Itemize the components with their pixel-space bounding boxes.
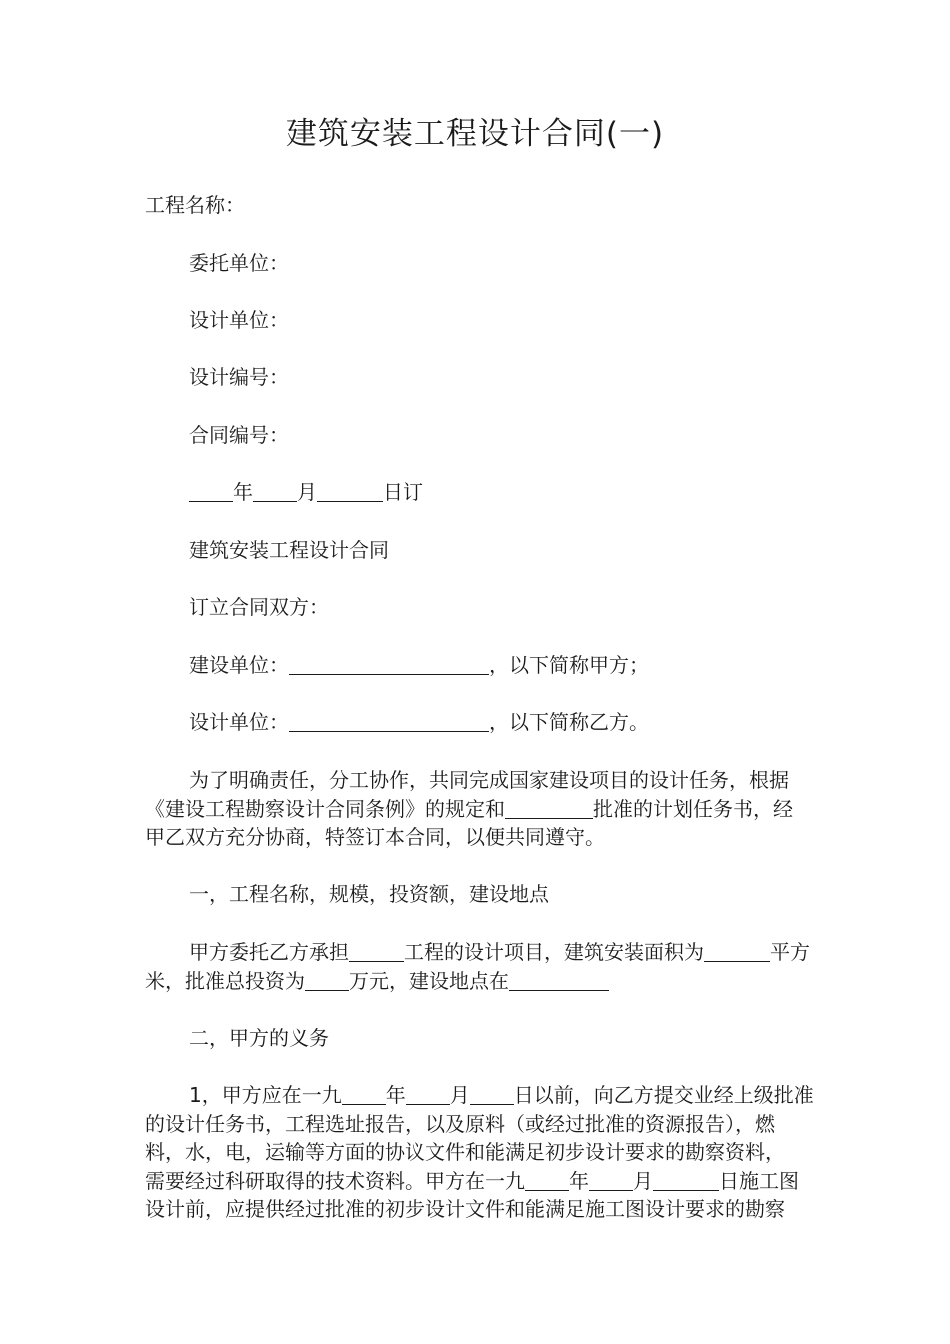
designer-label: 设计单位：: [189, 308, 289, 332]
document-title: 建筑安装工程设计合同(一): [285, 116, 665, 152]
party-b-line: [189, 708, 649, 736]
month-blank: [253, 479, 297, 502]
section-1-line: [145, 938, 875, 967]
clause-1-text: 日以前，向乙方提交业经上级批准: [513, 1083, 814, 1107]
party-b-label: 设计单位：: [189, 710, 289, 734]
day-unit: 日订: [383, 480, 423, 504]
clause-1-paragraph: [145, 1081, 875, 1224]
clause-1-text: 年: [385, 1083, 406, 1107]
party-a-label: 建设单位：: [189, 653, 289, 677]
section-1-paragraph: [145, 938, 875, 995]
section-1-text: 工程的设计项目，建筑安装面积为: [404, 940, 704, 964]
clause-1-text: 1，甲方应在一九: [189, 1083, 342, 1107]
party-b-blank: [289, 709, 489, 732]
intro-line: 甲乙双方充分协商，特签订本合同，以便共同遵守。: [145, 825, 605, 849]
section-1-line: [145, 967, 875, 996]
party-a-line: [189, 651, 649, 679]
signing-date-line: [189, 478, 423, 506]
intro-text: 《建设工程勘察设计合同条例》的规定和: [145, 796, 505, 821]
section-1-text: 米，批准总投资为: [145, 968, 305, 993]
design-number-label: 设计编号：: [189, 365, 289, 389]
party-b-suffix: ，以下简称乙方。: [489, 710, 649, 734]
clause-month-blank: [589, 1168, 633, 1191]
clause-1-text: 年: [569, 1168, 589, 1193]
section-1-text: 万元，建设地点在: [349, 968, 509, 993]
party-a-suffix: ，以下简称甲方；: [489, 653, 649, 677]
location-blank: [509, 968, 609, 991]
project-name-label: 工程名称：: [145, 193, 245, 217]
section-1-text: 甲方委托乙方承担: [189, 940, 349, 964]
party-a-blank: [289, 652, 489, 675]
clause-1-line: 料，水，电，运输等方面的协议文件和能满足初步设计要求的勘察资料，: [145, 1140, 785, 1164]
month-unit: 月: [297, 480, 317, 504]
clause-day-blank: [653, 1168, 719, 1191]
section-1-text: 平方: [770, 940, 810, 964]
investment-blank: [305, 968, 349, 991]
clause-1-text: 月: [449, 1083, 470, 1107]
clause-1-line: 设计前，应提供经过批准的初步设计文件和能满足施工图设计要求的勘察: [145, 1197, 785, 1221]
section-2-heading: 二，甲方的义务: [189, 1026, 329, 1050]
clause-1-line: 的设计任务书，工程选址报告，以及原料（或经过批准的资源报告），燃: [145, 1111, 775, 1136]
area-blank: [704, 939, 770, 962]
clause-year-blank: [342, 1082, 386, 1105]
approval-authority-blank: [505, 796, 593, 819]
intro-line: 为了明确责任，分工协作，共同完成国家建设项目的设计任务，根据: [189, 768, 789, 792]
contract-number-label: 合同编号：: [189, 423, 289, 447]
clause-1-text: 需要经过科研取得的技术资料。甲方在一九: [145, 1168, 525, 1193]
day-blank: [317, 479, 383, 502]
clause-1-text: 日施工图: [719, 1168, 799, 1193]
contract-subtitle: 建筑安装工程设计合同: [189, 538, 389, 562]
parties-heading: 订立合同双方：: [189, 595, 329, 619]
section-1-heading: 一，工程名称，规模，投资额，建设地点: [189, 882, 549, 906]
client-label: 委托单位：: [189, 251, 289, 275]
clause-month-blank: [406, 1082, 450, 1105]
intro-text: 批准的计划任务书，经: [593, 796, 793, 821]
clause-1-line: [145, 1167, 875, 1196]
intro-line: [145, 795, 875, 824]
clause-year-blank: [525, 1168, 569, 1191]
clause-1-text: 月: [633, 1168, 653, 1193]
year-unit: 年: [233, 480, 253, 504]
project-blank: [349, 939, 404, 962]
intro-paragraph: [145, 766, 875, 852]
year-blank: [189, 479, 233, 502]
clause-1-line: [145, 1081, 875, 1110]
clause-day-blank: [470, 1082, 514, 1105]
